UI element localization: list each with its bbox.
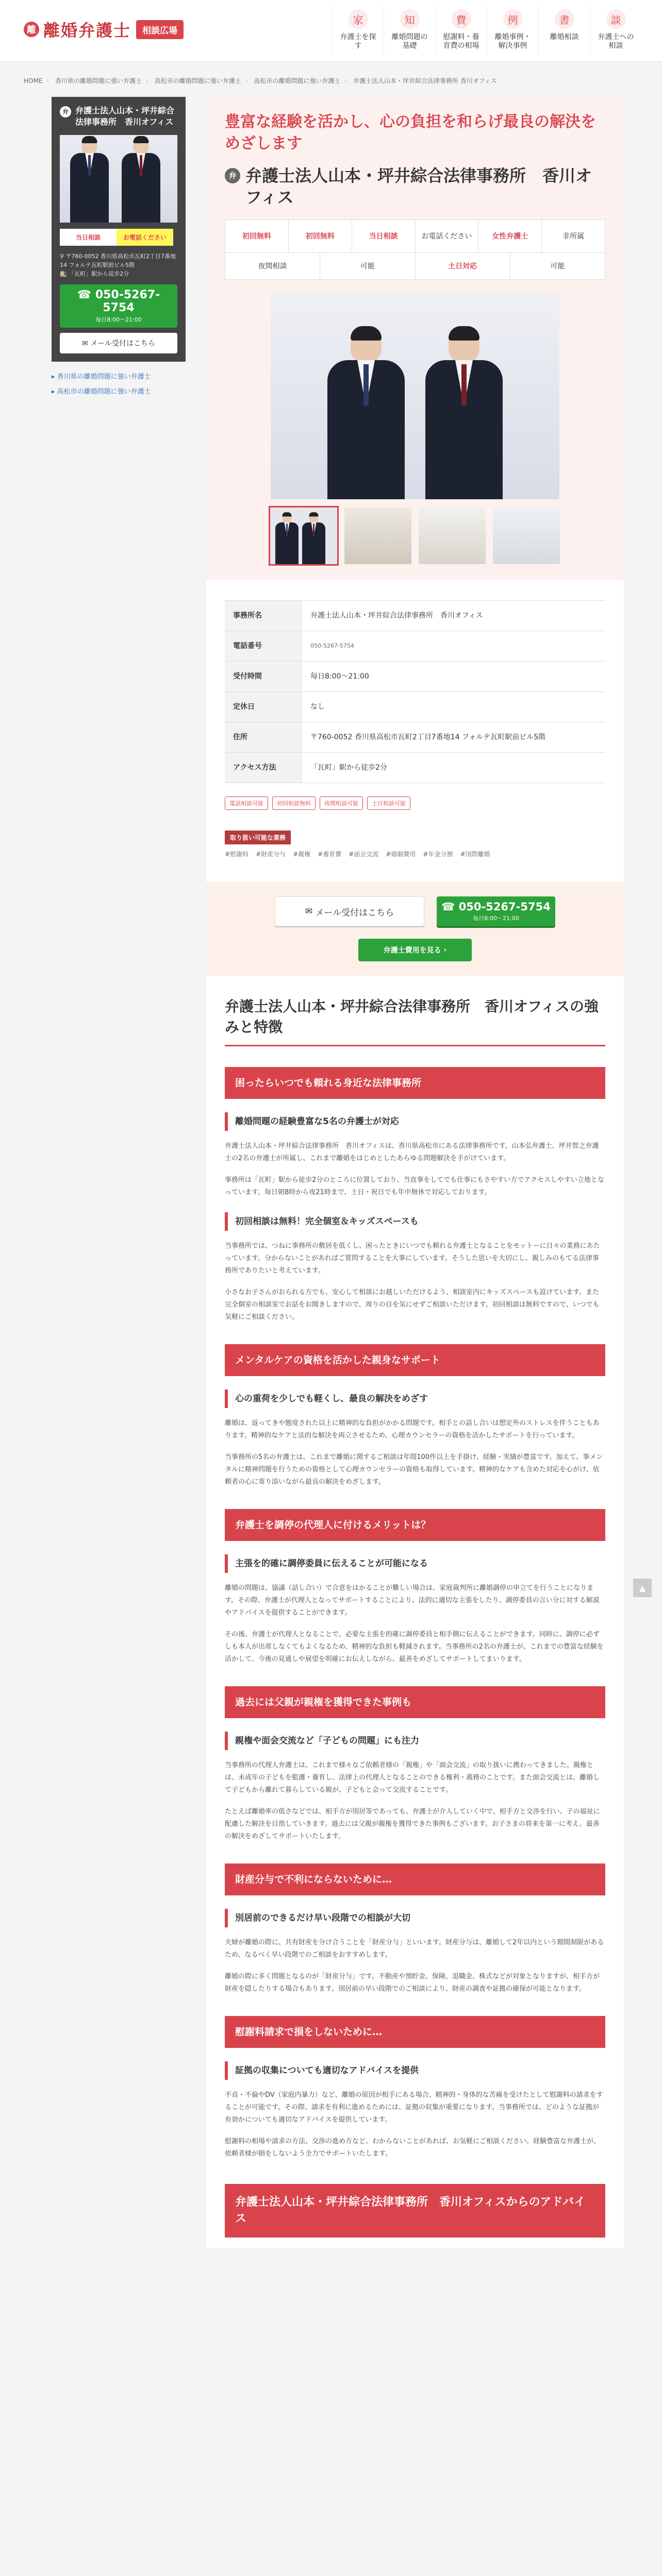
lawyer-figure xyxy=(425,326,503,499)
mail-button[interactable] xyxy=(275,896,424,926)
lawyer-figure xyxy=(122,136,160,223)
office-hero xyxy=(206,97,624,580)
office-name-heading xyxy=(225,165,605,208)
nav-icon-book: 知 xyxy=(400,9,420,29)
handled-matters-list xyxy=(225,850,605,858)
paragraph: 離婚は、返ってきや態度された以上に精神的な負担がかかる問題です。相手との話し合いは想定外のストレスを伴うこともあります。精神的なケアと法的な解決を両立させるため、心理カウンセラーの資格を活かしたサポートを行っています。 xyxy=(225,1419,600,1439)
photo-thumbnail[interactable] xyxy=(344,507,411,564)
tel-number: 050-5267-5754 xyxy=(458,901,551,913)
table-row xyxy=(225,692,605,722)
mail-icon: ✉ xyxy=(305,906,316,917)
paragraph: 離婚の際に多く問題となるのが「財産分与」です。不動産や預貯金、保険、退職金、株式などが対象となりますが、相手方が財産を隠したりする場合もあります。別居前の早い段階でのご相談により、財産の調査や証拠の確保が可能となります。 xyxy=(225,1973,600,1993)
hashtag-link[interactable]: #財産分与 xyxy=(256,851,286,858)
hashtag-link[interactable]: #親権 xyxy=(293,851,311,858)
info-key: 住所 xyxy=(225,722,302,752)
paragraph: 当事務所では、つねに事務所の敷居を低くし、困ったときにいつでも頼れる弁護士となることをモットーに日々の業務にあたっています。分からないことがあればご質問することを大事にしています。そうした思いを大切にし、親しみのもてる法律事務所でありたいと考えています。 xyxy=(225,1242,600,1275)
breadcrumb-item[interactable]: HOME xyxy=(24,77,43,84)
sidebar xyxy=(52,97,186,401)
paragraph: 慰謝料の相場や請求の方法、交渉の進め方など、わからないことがあれば、お気軽にご相談ください。経験豊富な弁護士が、依頼者様が損をしないよう全力でサポートいたします。 xyxy=(225,2138,601,2158)
sidebar-office-name: 弁護士法人山本・坪井綜合法律事務所 香川オフィス xyxy=(75,106,175,127)
nav-icon-document: 例 xyxy=(503,9,523,29)
paragraph: 離婚の問題は、協議（話し合い）で合意をはかることが難しい場合は、家庭裁判所に離婚調停の申立てを行うことになります。その際、弁護士が代理人となってサポートすることにより、法的に適切な主張をしたり、調停委員の言い分に対する解説やアドバイスを提供することができます。 xyxy=(225,1584,600,1617)
info-value: 毎日8:00〜21:00 xyxy=(310,672,369,681)
feature-grid-hours xyxy=(225,253,605,280)
map-pin-icon: ⚲ xyxy=(60,253,66,260)
tag-same-day: 当日相談 xyxy=(60,229,117,246)
nav-item-find-lawyer[interactable] xyxy=(332,5,384,57)
info-value: 〒760-0052 香川県高松市瓦町2丁目7番地14 フォルテ瓦町駅前ビル5階 xyxy=(310,733,546,741)
logo-mark-icon: 離 xyxy=(24,22,39,37)
service-tag: 夜間相談可能 xyxy=(320,796,363,810)
nav-label: 弁護士を探す xyxy=(340,33,376,50)
service-tag: 電話相談可能 xyxy=(225,796,268,810)
sub-heading: 心の重荷を少しでも軽くし、最良の解決をめざす xyxy=(225,1389,605,1408)
feature-cell: 土日対応 xyxy=(416,253,510,280)
table-row xyxy=(225,631,605,662)
photo-thumbnail[interactable] xyxy=(270,507,337,564)
paragraph: 当事務所の5名の弁護士は、これまで離婚に関するご相談は年間100件以上を手掛け、経験・実績が豊富です。加えて、事メンタルに精神問題を行うための資格として心理カウンセラーの資格も取得しています。精神的なケアも含めた対応を心がけ、依頼者の心に寄り添いながら最良の解決をめざします。 xyxy=(225,1453,603,1486)
hashtag-link[interactable]: #国際離婚 xyxy=(460,851,490,858)
office-badge-icon: 弁 xyxy=(225,168,240,183)
paragraph: 小さなお子さんがおられる方でも、安心して相談にお越しいただけるよう、相談室内にキッズスペースも設けています。また完全個室の相談室でお話をお聞きしますので、周りの目を気にせずご相談いただけます。初回相談は無料ですので、いつでも気軽にご相談ください。 xyxy=(225,1289,600,1321)
tel-hours: 毎日8:00〜21:00 xyxy=(473,915,519,922)
sidebar-office-card xyxy=(52,97,186,362)
handled-matters xyxy=(225,831,605,858)
breadcrumb-item[interactable]: 高松市の離婚問題に強い弁護士 xyxy=(154,77,241,84)
lawyer-figure xyxy=(327,326,405,499)
nav-icon-notebook: 書 xyxy=(555,9,574,29)
info-key: 事務所名 xyxy=(225,601,302,631)
office-main-photo xyxy=(271,293,559,499)
breadcrumb-item[interactable]: 高松市の離婚問題に強い弁護士 xyxy=(254,77,341,84)
sidebar-link-label: 香川県の離婚問題に強い弁護士 xyxy=(57,373,151,381)
service-tags xyxy=(225,796,605,810)
nav-icon-yen: 費 xyxy=(452,9,471,29)
sidebar-links xyxy=(52,371,186,396)
nav-label: 弁護士への相談 xyxy=(598,33,634,50)
logo-badge: 相談広場 xyxy=(136,20,184,39)
feature-cell: 可能 xyxy=(510,253,605,280)
office-info-table xyxy=(225,600,605,783)
paragraph: 夫婦が離婚の際に、共有財産を分け合うことを「財産分与」といいます。財産分与は、離婚して2年以内という期間制限があるため、なるべく早い段階でのご相談をおすすめします。 xyxy=(225,1939,604,1959)
arrow-up-icon: ▲ xyxy=(639,1583,646,1593)
sidebar-address-text: 〒760-0052 香川県高松市瓦町2丁目7番地14 フォルテ瓦町駅前ビル5階 xyxy=(60,253,176,268)
paragraph: その後、弁護士が代理人となることで、必要な主張を的確に調停委員と相手側に伝えることができます。同時に、調停に必ずしも本人が出席しなくてもよくなるため、精神的な負担も軽減されます。当事務所の2名の弁護士が、これまでの豊富な経験を活かして、今後の見通しや展望を明確にお伝えしながら、最善をめざしてサポートしてまいります。 xyxy=(225,1631,604,1663)
table-row xyxy=(225,722,605,753)
sub-heading: 主張を的確に調停委員に伝えることが可能になる xyxy=(225,1554,605,1573)
sidebar-link[interactable]: ▸ 香川県の離婚問題に強い弁護士 xyxy=(52,373,151,381)
hashtag-link[interactable]: #慰謝料 xyxy=(225,851,249,858)
nav-label: 離婚相談 xyxy=(550,33,579,41)
section-band: 困ったらいつでも頼れる身近な法律事務所 xyxy=(225,1067,605,1099)
office-badge-icon: 弁 xyxy=(60,106,71,117)
hero-catchcopy: 豊富な経験を活かし、心の負担を和らげ最良の解決をめざします xyxy=(225,113,596,152)
photo-thumbnail[interactable] xyxy=(419,507,486,564)
nav-item-cases[interactable] xyxy=(487,5,538,57)
info-key: 受付時間 xyxy=(225,662,302,691)
sidebar-tags xyxy=(60,229,177,246)
nav-icon-home: 家 xyxy=(349,9,368,29)
section-band: 慰謝料請求で損をしないために… xyxy=(225,2016,605,2048)
sub-heading: 初回相談は無料！完全個室＆キッズスペースも xyxy=(225,1212,605,1231)
feature-cell: 当日相談 xyxy=(352,220,416,253)
train-icon: 🚉 xyxy=(60,270,69,277)
sidebar-tel-hours: 毎日8:00〜21:00 xyxy=(95,316,142,323)
sidebar-mail-button[interactable] xyxy=(60,333,177,353)
phone-icon: ☎ xyxy=(441,901,459,913)
strengths-title: 弁護士法人山本・坪井綜合法律事務所 香川オフィスの強みと特徴 xyxy=(225,996,605,1046)
view-fees-button[interactable] xyxy=(358,939,472,961)
paragraph: 事務所は「瓦町」駅から徒歩2分のところに位置しており、当直事をしてでも仕事にもさやすい方でアクセスしやすい立地となっています。毎日朝8時から夜21時まで、土日・祝日でも年中無休で対応しております。 xyxy=(225,1176,604,1196)
feature-cell: お電話ください xyxy=(416,220,479,253)
sidebar-office-photo[interactable] xyxy=(60,135,177,223)
sidebar-access-text: 「瓦町」駅から徒歩2分 xyxy=(69,270,129,277)
info-key: 定休日 xyxy=(225,692,302,722)
feature-cell: 初回無料 xyxy=(289,220,352,253)
breadcrumb: HOME › 香川県の離婚問題に強い弁護士 › 高松市の離婚問題に強い弁護士 › 高松市の離婚問題に強い弁護士 › 弁護士法人山本・坪井綜合法律事務所 香川オフィス xyxy=(24,77,497,84)
info-value: 弁護士法人山本・坪井綜合法律事務所 香川オフィス xyxy=(310,612,483,620)
sidebar-office-title xyxy=(60,105,177,128)
nav-item-consult[interactable] xyxy=(538,5,590,57)
tag-call: お電話ください xyxy=(117,229,173,246)
global-nav xyxy=(332,5,641,57)
service-tag: 初回相談無料 xyxy=(272,796,316,810)
sub-heading: 親権や面会交流など「子どもの問題」にも注力 xyxy=(225,1732,605,1750)
breadcrumb-item[interactable]: 香川県の離婚問題に強い弁護士 xyxy=(55,77,142,84)
breadcrumb-current: 弁護士法人山本・坪井綜合法律事務所 香川オフィス xyxy=(353,77,497,84)
section-band: 弁護士を調停の代理人に付けるメリットは？ xyxy=(225,1509,605,1541)
main-content xyxy=(206,97,624,2248)
lawyer-figure xyxy=(70,136,109,223)
photo-thumbnails xyxy=(225,507,605,564)
hashtag-link[interactable]: #年金分割 xyxy=(423,851,453,858)
advice-band: 弁護士法人山本・坪井綜合法律事務所 香川オフィスからのアドバイス xyxy=(225,2184,605,2238)
info-value: 「瓦町」駅から徒歩2分 xyxy=(310,764,387,772)
sub-heading: 離婚問題の経験豊富な5名の弁護士が対応 xyxy=(225,1112,605,1131)
contact-cta xyxy=(206,882,624,976)
sidebar-link[interactable]: ▸ 高松市の離婚問題に強い弁護士 xyxy=(52,388,151,396)
arrow-right-icon: › xyxy=(443,946,447,954)
table-row xyxy=(225,753,605,783)
mail-button-label: メール受付はこちら xyxy=(315,907,394,918)
handled-matters-title: 取り扱い可能な業務 xyxy=(225,831,291,844)
table-row xyxy=(225,601,605,631)
section-band: メンタルケアの資格を活かした親身なサポート xyxy=(225,1344,605,1376)
section-band: 財産分与で不利にならないために… xyxy=(225,1863,605,1895)
cta-row xyxy=(225,896,605,926)
page-top-button[interactable] xyxy=(633,1579,652,1597)
service-tag: 土日相談可能 xyxy=(367,796,410,810)
hashtag-link[interactable]: #面会交流 xyxy=(349,851,379,858)
feature-cell: 夜間相談 xyxy=(225,253,320,280)
sub-heading: 証拠の収集についても適切なアドバイスを提供 xyxy=(225,2061,605,2080)
info-value: なし xyxy=(310,703,325,711)
view-fees-label: 弁護士費用を見る xyxy=(383,946,441,955)
paragraph: 当事務所の代理人弁護士は、これまで様々なご依頼者様の「親権」や「面会交流」の取り扱いに携わってきました。親権とは、未成年の子どもを監護・養育し、法律上の代理人となることのできる権利・義務のことです。また面会交流とは、離婚して子どもから離れて暮らしている親が、子どもと会って交流することです。 xyxy=(225,1761,600,1794)
feature-cell: 女性弁護士 xyxy=(478,220,542,253)
feature-cell: 非所属 xyxy=(542,220,605,253)
office-name: 弁護士法人山本・坪井綜合法律事務所 香川オフィス xyxy=(245,166,592,207)
section-band: 過去には父親が親権を獲得できた事例も xyxy=(225,1686,605,1718)
phone-icon: ☎ xyxy=(77,289,95,301)
hashtag-link[interactable]: #養育費 xyxy=(318,851,342,858)
photo-thumbnail[interactable] xyxy=(493,507,560,564)
nav-item-costs[interactable] xyxy=(435,5,487,57)
strengths-section xyxy=(206,976,624,2248)
info-key: アクセス方法 xyxy=(225,753,302,783)
logo-text: 離婚弁護士 xyxy=(43,21,131,40)
feature-cell: 初回無料 xyxy=(225,220,289,253)
sidebar-link-label: 高松市の離婚問題に強い弁護士 xyxy=(57,388,151,396)
sidebar-tel-button[interactable] xyxy=(60,284,177,328)
paragraph: たとえば離婚率の低さなどでは、相手方が別居等であっても、弁護士が介入していく中で、相手方と交渉を行い、子の福祉に配慮した解決を目指していきます。過去には父親が親権を獲得できた事例もございます。お子さまの将来を第一に考え、最善の解決をめざしてサポートいたします。 xyxy=(225,1808,600,1840)
nav-item-lawyer-consult[interactable] xyxy=(590,5,641,57)
tel-button[interactable] xyxy=(437,896,555,926)
nav-label: 離婚事例・解決事例 xyxy=(494,33,531,50)
mail-icon: ✉ xyxy=(82,340,91,348)
paragraph: 不貞・不倫やDV（家庭内暴力）など、離婚の原因が相手にある場合、精神的・身体的な苦痛を受けたとして慰謝料の請求をすることが可能です。その際、請求を有利に進めるためには、証拠の収集が重要になります。当事務所では、どのような証拠が有効かについても適切なアドバイスを提供しています。 xyxy=(225,2091,603,2124)
nav-icon-chat: 談 xyxy=(606,9,626,29)
sidebar-address xyxy=(60,252,177,278)
sidebar-tel-number: 050-5267-5754 xyxy=(95,289,160,314)
sub-heading: 別居前のできるだけ早い段階での相談が大切 xyxy=(225,1909,605,1927)
nav-label: 慰謝料・養育費の相場 xyxy=(443,33,479,50)
site-header xyxy=(0,0,662,62)
hashtag-link[interactable]: #婚姻費用 xyxy=(386,851,416,858)
info-key: 電話番号 xyxy=(225,631,302,661)
sidebar-mail-label: メール受付はこちら xyxy=(90,340,155,348)
info-value-phone[interactable]: 050-5267-5754 xyxy=(310,642,354,649)
feature-grid xyxy=(225,219,605,253)
site-logo[interactable] xyxy=(24,18,184,41)
paragraph: 弁護士法人山本・坪井綜合法律事務所 香川オフィスは、香川県高松市にある法律事務所です。山本弘弁護士、坪井智之弁護士の2名の弁護士が所属し、これまで離婚をはじめとしたあらゆる問題解決を手がけています。 xyxy=(225,1142,599,1162)
nav-label: 離婚問題の基礎 xyxy=(391,33,428,50)
feature-cell: 可能 xyxy=(320,253,415,280)
table-row xyxy=(225,662,605,692)
nav-item-basics[interactable] xyxy=(384,5,435,57)
